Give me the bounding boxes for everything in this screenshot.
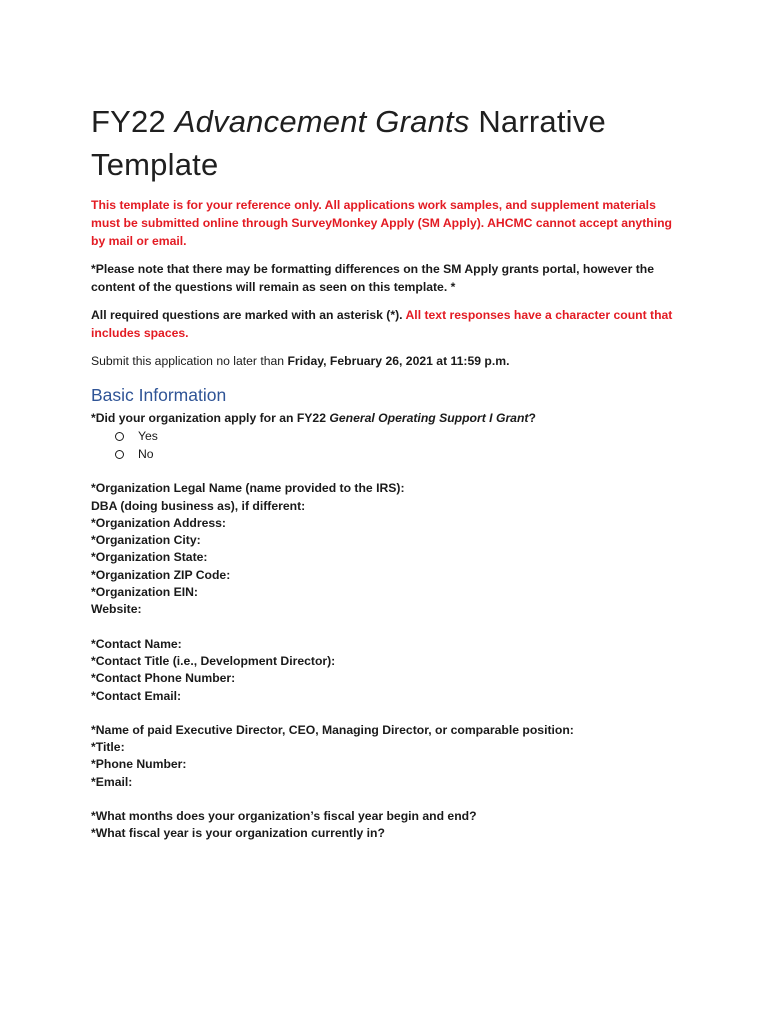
field-contact-name: *Contact Name: [91, 636, 182, 651]
reference-notice: This template is for your reference only. All applications work samples, and supplement materials must be submitted online through SurveyMonkey Apply (SM Apply). AHCMC cannot accept anything by mail or email. [91, 198, 672, 248]
field-fiscal-year-months: *What months does your organization’s fiscal year begin and end? [91, 809, 477, 824]
question-prefix: *Did your organization apply for an FY22 [91, 411, 330, 425]
radio-circle-icon [115, 450, 124, 459]
field-website: Website: [91, 602, 142, 617]
title-suffix: Narrative Template [91, 104, 606, 182]
organization-fields [91, 480, 681, 618]
spacer [91, 619, 681, 636]
question-suffix: ? [528, 411, 536, 425]
field-contact-phone: *Contact Phone Number: [91, 671, 236, 686]
field-dba: DBA (doing business as), if different: [91, 498, 306, 513]
question-italic: General Operating Support I Grant [329, 411, 529, 425]
contact-fields [91, 636, 681, 705]
field-director-name: *Name of paid Executive Director, CEO, Managing Director, or comparable position: [91, 722, 574, 737]
field-org-state: *Organization State: [91, 550, 208, 565]
section-heading-basic-information: Basic Information [91, 385, 227, 405]
deadline-date: Friday, February 26, 2021 at 11:59 p.m. [287, 354, 510, 368]
option-label: No [138, 447, 154, 462]
document-page [91, 100, 681, 843]
option-yes [115, 427, 681, 445]
field-director-email: *Email: [91, 774, 133, 789]
field-org-legal-name: *Organization Legal Name (name provided to the IRS): [91, 481, 405, 496]
deadline-note [91, 352, 681, 370]
spacer [91, 463, 681, 480]
field-org-zip: *Organization ZIP Code: [91, 567, 231, 582]
spacer [91, 705, 681, 722]
field-current-fiscal-year: *What fiscal year is your organization currently in? [91, 826, 385, 841]
required-note-text: All required questions are marked with an asterisk (*). [91, 308, 406, 322]
field-contact-email: *Contact Email: [91, 688, 182, 703]
field-org-ein: *Organization EIN: [91, 585, 198, 600]
field-contact-title: *Contact Title (i.e., Development Director): [91, 653, 336, 668]
deadline-prefix: Submit this application no later than [91, 354, 288, 368]
page-title [91, 100, 681, 186]
title-italic: Advancement Grants [174, 104, 470, 139]
spacer [91, 791, 681, 808]
field-director-phone: *Phone Number: [91, 757, 187, 772]
answer-options [115, 427, 681, 463]
field-org-city: *Organization City: [91, 533, 201, 548]
option-no [115, 445, 681, 463]
field-org-address: *Organization Address: [91, 515, 226, 530]
field-director-title: *Title: [91, 740, 125, 755]
title-prefix: FY22 [91, 104, 175, 139]
character-count-note: All text responses have a character count that includes spaces. [91, 308, 673, 340]
fiscal-fields [91, 808, 681, 843]
director-fields [91, 722, 681, 791]
radio-circle-icon [115, 432, 124, 441]
option-label: Yes [138, 429, 158, 444]
gos-grant-question [91, 410, 681, 427]
formatting-note: *Please note that there may be formatting differences on the SM Apply grants portal, however the content of the questions will remain as seen on this template. * [91, 262, 654, 294]
required-note [91, 306, 681, 342]
